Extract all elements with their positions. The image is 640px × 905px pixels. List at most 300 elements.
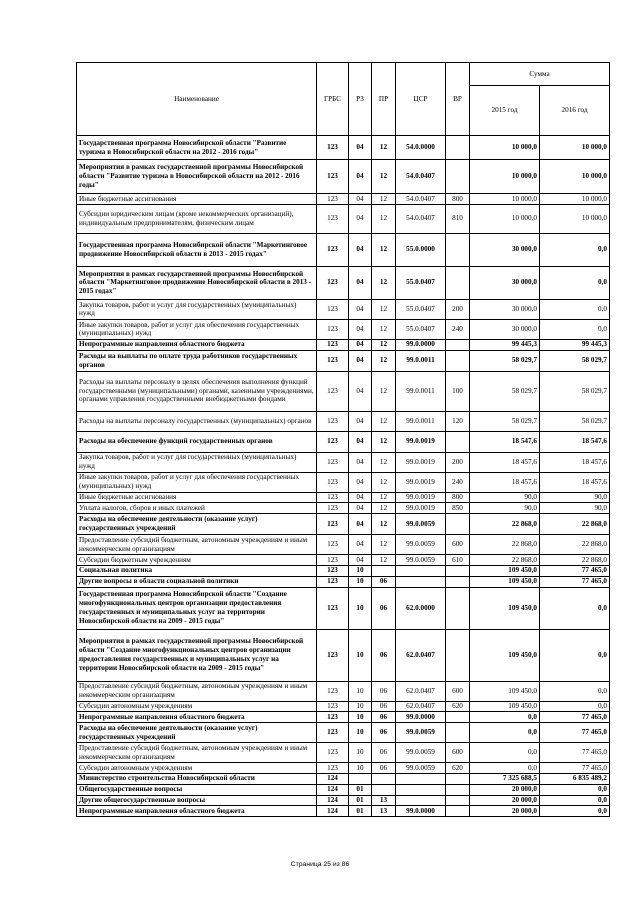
row-sum-2016: 10 000,0 <box>540 160 610 194</box>
row-vr: 240 <box>446 319 470 339</box>
row-csr: 99.0.0019 <box>396 472 446 492</box>
row-name: Расходы на выплаты персоналу в целях обеспечения выполнения функций государственными (муниципальными) органами, казенными учреждениями, органами управления государственными внебюджетными фондами <box>77 371 317 411</box>
row-csr <box>396 773 446 784</box>
table-row <box>77 576 610 587</box>
table-row <box>77 535 610 555</box>
row-rz: 01 <box>349 795 372 806</box>
row-name: Предоставление субсидий бюджетным, автономным учреждениям и иным некоммерческим организациям <box>77 743 317 763</box>
row-name: Мероприятия в рамках государственной программы Новосибирской области "Маркетинговое продвижение Новосибирской области в 2013 - 2015 годах" <box>77 266 317 299</box>
row-sum-2016: 18 457,6 <box>540 472 610 492</box>
row-rz: 04 <box>349 535 372 555</box>
row-vr <box>446 773 470 784</box>
row-pr: 12 <box>372 339 396 350</box>
row-csr: 62.0.0407 <box>396 701 446 712</box>
row-csr: 99.0.0019 <box>396 492 446 503</box>
row-csr: 99.0.0019 <box>396 503 446 514</box>
row-sum-2015: 109 450,0 <box>470 681 540 701</box>
header-rz: РЗ <box>349 63 372 136</box>
row-rz: 10 <box>349 723 372 743</box>
row-grbs: 123 <box>317 339 349 350</box>
row-pr: 12 <box>372 452 396 472</box>
row-csr <box>396 784 446 795</box>
row-sum-2016: 90,0 <box>540 503 610 514</box>
row-rz: 10 <box>349 565 372 576</box>
row-pr <box>372 784 396 795</box>
row-sum-2016: 0,0 <box>540 784 610 795</box>
row-csr: 99.0.0059 <box>396 535 446 555</box>
row-csr: 62.0.0000 <box>396 587 446 629</box>
row-pr: 12 <box>372 503 396 514</box>
row-rz: 10 <box>349 712 372 723</box>
row-sum-2015: 109 450,0 <box>470 576 540 587</box>
row-grbs: 123 <box>317 681 349 701</box>
row-rz: 04 <box>349 299 372 319</box>
row-grbs: 123 <box>317 723 349 743</box>
row-name: Другие вопросы в области социальной политики <box>77 576 317 587</box>
row-grbs: 123 <box>317 492 349 503</box>
table-row <box>77 701 610 712</box>
row-sum-2015: 30 000,0 <box>470 319 540 339</box>
row-vr: 200 <box>446 452 470 472</box>
table-row <box>77 319 610 339</box>
table-row <box>77 503 610 514</box>
row-rz: 04 <box>349 472 372 492</box>
row-name: Расходы на выплаты по оплате труда работников государственных органов <box>77 350 317 371</box>
row-sum-2016: 90,0 <box>540 492 610 503</box>
row-sum-2015: 30 000,0 <box>470 266 540 299</box>
row-sum-2015: 18 457,6 <box>470 472 540 492</box>
row-sum-2016: 0,0 <box>540 681 610 701</box>
row-grbs: 123 <box>317 535 349 555</box>
row-sum-2015: 18 547,6 <box>470 431 540 452</box>
table-row <box>77 565 610 576</box>
row-sum-2015: 22 868,0 <box>470 535 540 555</box>
row-rz: 10 <box>349 743 372 763</box>
row-pr: 12 <box>372 233 396 266</box>
row-grbs: 123 <box>317 452 349 472</box>
row-csr: 55.0.0000 <box>396 233 446 266</box>
row-sum-2016: 10 000,0 <box>540 194 610 205</box>
row-grbs: 123 <box>317 204 349 233</box>
row-csr: 99.0.0019 <box>396 431 446 452</box>
row-vr <box>446 136 470 160</box>
row-rz: 04 <box>349 204 372 233</box>
row-grbs: 123 <box>317 194 349 205</box>
row-name: Субсидии автономным учреждениям <box>77 763 317 774</box>
table-row <box>77 452 610 472</box>
row-rz: 10 <box>349 681 372 701</box>
row-sum-2016: 6 835 489,2 <box>540 773 610 784</box>
row-pr: 12 <box>372 514 396 535</box>
row-sum-2015: 0,0 <box>470 723 540 743</box>
row-rz <box>349 773 372 784</box>
row-sum-2015: 10 000,0 <box>470 136 540 160</box>
row-vr <box>446 431 470 452</box>
row-name: Государственная программа Новосибирской области "Маркетинговое продвижение Новосибирской области в 2013 - 2015 годах" <box>77 233 317 266</box>
row-sum-2016: 0,0 <box>540 319 610 339</box>
table-row <box>77 681 610 701</box>
row-vr: 600 <box>446 681 470 701</box>
row-name: Общегосударственные вопросы <box>77 784 317 795</box>
row-sum-2016: 58 029,7 <box>540 350 610 371</box>
row-vr: 200 <box>446 299 470 319</box>
row-name: Предоставление субсидий бюджетным, автономным учреждениям и иным некоммерческим организациям <box>77 681 317 701</box>
row-sum-2016: 0,0 <box>540 299 610 319</box>
row-name: Непрограммные направления областного бюджета <box>77 712 317 723</box>
table-row <box>77 431 610 452</box>
row-grbs: 123 <box>317 350 349 371</box>
row-pr: 12 <box>372 299 396 319</box>
row-csr: 99.0.0000 <box>396 339 446 350</box>
row-sum-2016: 0,0 <box>540 806 610 817</box>
row-pr: 06 <box>372 712 396 723</box>
row-csr: 99.0.0059 <box>396 763 446 774</box>
row-pr: 06 <box>372 681 396 701</box>
table-row <box>77 339 610 350</box>
row-grbs: 124 <box>317 806 349 817</box>
row-pr: 12 <box>372 472 396 492</box>
row-grbs: 123 <box>317 233 349 266</box>
row-sum-2015: 7 325 688,5 <box>470 773 540 784</box>
row-name: Расходы на обеспечение функций государственных органов <box>77 431 317 452</box>
row-grbs: 123 <box>317 472 349 492</box>
row-name: Государственная программа Новосибирской области "Создание многофункциональных центров организации предоставления государственных и муниципальных услуг на территории Новосибирской области на 2009 - 2015 годы" <box>77 587 317 629</box>
row-grbs: 124 <box>317 773 349 784</box>
table-row <box>77 712 610 723</box>
row-csr: 99.0.0059 <box>396 743 446 763</box>
row-sum-2015: 20 000,0 <box>470 806 540 817</box>
row-csr: 62.0.0407 <box>396 681 446 701</box>
row-rz: 04 <box>349 194 372 205</box>
row-pr: 12 <box>372 136 396 160</box>
row-vr: 620 <box>446 701 470 712</box>
row-vr: 810 <box>446 204 470 233</box>
row-name: Расходы на выплаты персоналу государственных (муниципальных) органов <box>77 411 317 431</box>
row-vr <box>446 350 470 371</box>
table-row <box>77 233 610 266</box>
row-pr: 12 <box>372 160 396 194</box>
row-vr: 240 <box>446 472 470 492</box>
row-pr: 12 <box>372 194 396 205</box>
row-rz: 04 <box>349 319 372 339</box>
table-row <box>77 555 610 566</box>
row-sum-2016: 18 457,6 <box>540 452 610 472</box>
row-grbs: 123 <box>317 629 349 681</box>
row-name: Закупка товаров, работ и услуг для государственных (муниципальных) нужд <box>77 452 317 472</box>
row-pr: 12 <box>372 204 396 233</box>
table-row <box>77 587 610 629</box>
table-row <box>77 299 610 319</box>
row-sum-2016: 77 465,0 <box>540 723 610 743</box>
row-vr: 620 <box>446 763 470 774</box>
row-rz: 04 <box>349 266 372 299</box>
table-row <box>77 763 610 774</box>
row-vr <box>446 784 470 795</box>
row-sum-2016: 77 465,0 <box>540 743 610 763</box>
row-pr <box>372 773 396 784</box>
table-row <box>77 350 610 371</box>
row-rz: 04 <box>349 411 372 431</box>
row-vr: 800 <box>446 492 470 503</box>
row-sum-2016: 99 445,3 <box>540 339 610 350</box>
row-grbs: 123 <box>317 371 349 411</box>
row-csr <box>396 565 446 576</box>
row-sum-2016: 77 465,0 <box>540 565 610 576</box>
row-name: Субсидии юридическим лицам (кроме некоммерческих организаций), индивидуальным предпринимателям, физическим лицам <box>77 204 317 233</box>
header-year-2016: 2016 год <box>540 86 610 136</box>
row-csr <box>396 795 446 806</box>
row-sum-2016: 58 029,7 <box>540 411 610 431</box>
table-row <box>77 136 610 160</box>
row-csr: 54.0.0407 <box>396 194 446 205</box>
row-rz: 04 <box>349 371 372 411</box>
row-name: Субсидии бюджетным учреждениям <box>77 555 317 566</box>
row-pr <box>372 565 396 576</box>
row-rz: 04 <box>349 233 372 266</box>
row-grbs: 123 <box>317 319 349 339</box>
header-grbs: ГРБС <box>317 63 349 136</box>
row-grbs: 123 <box>317 555 349 566</box>
row-csr: 54.0.0407 <box>396 204 446 233</box>
row-csr: 99.0.0011 <box>396 411 446 431</box>
row-rz: 04 <box>349 555 372 566</box>
table-row <box>77 194 610 205</box>
row-grbs: 123 <box>317 160 349 194</box>
row-grbs: 123 <box>317 712 349 723</box>
row-csr: 99.0.0059 <box>396 514 446 535</box>
row-pr: 12 <box>372 266 396 299</box>
row-name: Иные закупки товаров, работ и услуг для обеспечения государственных (муниципальных) нужд <box>77 472 317 492</box>
row-vr <box>446 160 470 194</box>
row-name: Непрограммные направления областного бюджета <box>77 806 317 817</box>
row-sum-2016: 0,0 <box>540 266 610 299</box>
row-csr: 55.0.0407 <box>396 266 446 299</box>
row-sum-2016: 0,0 <box>540 701 610 712</box>
row-rz: 10 <box>349 763 372 774</box>
row-grbs: 124 <box>317 784 349 795</box>
row-sum-2016: 0,0 <box>540 587 610 629</box>
row-rz: 04 <box>349 350 372 371</box>
row-pr: 12 <box>372 411 396 431</box>
row-sum-2015: 18 457,6 <box>470 452 540 472</box>
row-sum-2016: 18 547,6 <box>540 431 610 452</box>
row-name: Иные бюджетные ассигнования <box>77 194 317 205</box>
row-sum-2015: 10 000,0 <box>470 160 540 194</box>
row-pr: 06 <box>372 743 396 763</box>
row-sum-2015: 10 000,0 <box>470 194 540 205</box>
row-rz: 10 <box>349 587 372 629</box>
budget-table <box>76 62 610 817</box>
row-csr: 99.0.0011 <box>396 371 446 411</box>
row-grbs: 123 <box>317 503 349 514</box>
row-grbs: 123 <box>317 514 349 535</box>
row-rz: 10 <box>349 576 372 587</box>
table-row <box>77 629 610 681</box>
row-name: Уплата налогов, сборов и иных платежей <box>77 503 317 514</box>
row-vr: 600 <box>446 535 470 555</box>
row-sum-2015: 0,0 <box>470 743 540 763</box>
row-grbs: 123 <box>317 587 349 629</box>
row-csr: 54.0.0000 <box>396 136 446 160</box>
row-csr: 99.0.0000 <box>396 712 446 723</box>
row-csr: 99.0.0059 <box>396 555 446 566</box>
row-rz: 10 <box>349 629 372 681</box>
table-row <box>77 411 610 431</box>
row-pr: 12 <box>372 431 396 452</box>
row-sum-2016: 0,0 <box>540 233 610 266</box>
row-pr: 12 <box>372 492 396 503</box>
header-csr: ЦСР <box>396 63 446 136</box>
row-csr: 62.0.0407 <box>396 629 446 681</box>
row-vr: 100 <box>446 371 470 411</box>
row-rz: 04 <box>349 339 372 350</box>
row-grbs: 123 <box>317 136 349 160</box>
row-grbs: 123 <box>317 411 349 431</box>
row-sum-2016: 22 868,0 <box>540 514 610 535</box>
row-rz: 01 <box>349 784 372 795</box>
table-row <box>77 371 610 411</box>
row-sum-2015: 90,0 <box>470 492 540 503</box>
row-grbs: 123 <box>317 431 349 452</box>
row-sum-2015: 0,0 <box>470 763 540 774</box>
row-sum-2015: 30 000,0 <box>470 299 540 319</box>
row-pr: 12 <box>372 350 396 371</box>
row-vr <box>446 514 470 535</box>
row-csr: 54.0.0407 <box>396 160 446 194</box>
row-pr: 06 <box>372 629 396 681</box>
row-sum-2015: 90,0 <box>470 503 540 514</box>
row-vr <box>446 576 470 587</box>
row-rz: 04 <box>349 503 372 514</box>
row-vr: 800 <box>446 194 470 205</box>
row-sum-2015: 109 450,0 <box>470 701 540 712</box>
row-rz: 10 <box>349 701 372 712</box>
row-vr <box>446 266 470 299</box>
row-csr: 55.0.0407 <box>396 319 446 339</box>
table-row <box>77 514 610 535</box>
row-csr: 99.0.0059 <box>396 723 446 743</box>
row-sum-2015: 22 868,0 <box>470 555 540 566</box>
row-csr: 99.0.0000 <box>396 806 446 817</box>
row-pr: 12 <box>372 319 396 339</box>
row-pr: 06 <box>372 701 396 712</box>
row-rz: 04 <box>349 431 372 452</box>
table-row <box>77 723 610 743</box>
row-name: Иные бюджетные ассигнования <box>77 492 317 503</box>
table-row <box>77 773 610 784</box>
row-pr: 06 <box>372 587 396 629</box>
row-sum-2015: 58 029,7 <box>470 411 540 431</box>
table-row <box>77 204 610 233</box>
row-rz: 04 <box>349 514 372 535</box>
row-grbs: 123 <box>317 743 349 763</box>
row-rz: 04 <box>349 492 372 503</box>
row-rz: 01 <box>349 806 372 817</box>
row-vr: 600 <box>446 743 470 763</box>
row-sum-2016: 0,0 <box>540 629 610 681</box>
row-name: Закупка товаров, работ и услуг для государственных (муниципальных) нужд <box>77 299 317 319</box>
row-csr <box>396 576 446 587</box>
row-pr: 12 <box>372 535 396 555</box>
row-sum-2016: 22 868,0 <box>540 555 610 566</box>
row-vr <box>446 587 470 629</box>
row-grbs: 123 <box>317 576 349 587</box>
row-vr <box>446 233 470 266</box>
row-vr <box>446 806 470 817</box>
row-pr: 12 <box>372 371 396 411</box>
row-csr: 99.0.0011 <box>396 350 446 371</box>
row-name: Государственная программа Новосибирской области "Развитие туризма в Новосибирской области на 2012 - 2016 годы" <box>77 136 317 160</box>
row-vr <box>446 795 470 806</box>
table-row <box>77 806 610 817</box>
row-vr <box>446 339 470 350</box>
row-sum-2015: 109 450,0 <box>470 565 540 576</box>
row-grbs: 123 <box>317 299 349 319</box>
row-vr <box>446 712 470 723</box>
row-name: Предоставление субсидий бюджетным, автономным учреждениям и иным некоммерческим организациям <box>77 535 317 555</box>
header-year-2015: 2015 год <box>470 86 540 136</box>
header-vr: ВР <box>446 63 470 136</box>
row-grbs: 123 <box>317 701 349 712</box>
row-vr <box>446 723 470 743</box>
table-row <box>77 492 610 503</box>
row-pr: 06 <box>372 576 396 587</box>
header-pr: ПР <box>372 63 396 136</box>
row-sum-2015: 20 000,0 <box>470 784 540 795</box>
row-name: Субсидии автономным учреждениям <box>77 701 317 712</box>
row-vr <box>446 565 470 576</box>
row-grbs: 124 <box>317 795 349 806</box>
row-pr: 13 <box>372 806 396 817</box>
row-csr: 55.0.0407 <box>396 299 446 319</box>
row-grbs: 123 <box>317 266 349 299</box>
table-row <box>77 160 610 194</box>
row-pr: 06 <box>372 723 396 743</box>
row-vr: 610 <box>446 555 470 566</box>
row-name: Другие общегосударственные вопросы <box>77 795 317 806</box>
row-sum-2016: 58 029,7 <box>540 371 610 411</box>
table-body <box>77 136 610 817</box>
row-name: Социальная политика <box>77 565 317 576</box>
row-sum-2015: 30 000,0 <box>470 233 540 266</box>
row-sum-2015: 22 868,0 <box>470 514 540 535</box>
row-name: Мероприятия в рамках государственной программы Новосибирской области "Создание многофункциональных центров организации предоставления государственных и муниципальных услуг на территории Новосибирской области на 2009 - 2015 годы" <box>77 629 317 681</box>
row-name: Министерство строительства Новосибирской области <box>77 773 317 784</box>
row-name: Расходы на обеспечение деятельности (оказание услуг) государственных учреждений <box>77 723 317 743</box>
row-grbs: 123 <box>317 763 349 774</box>
row-sum-2016: 77 465,0 <box>540 576 610 587</box>
row-name: Иные закупки товаров, работ и услуг для обеспечения государственных (муниципальных) нужд <box>77 319 317 339</box>
row-pr: 13 <box>372 795 396 806</box>
table-row <box>77 266 610 299</box>
table-row <box>77 784 610 795</box>
row-sum-2015: 58 029,7 <box>470 350 540 371</box>
row-name: Непрограммные направления областного бюджета <box>77 339 317 350</box>
row-sum-2015: 20 000,0 <box>470 795 540 806</box>
row-sum-2015: 10 000,0 <box>470 204 540 233</box>
row-sum-2016: 77 465,0 <box>540 712 610 723</box>
row-csr: 99.0.0019 <box>396 452 446 472</box>
row-sum-2015: 58 029,7 <box>470 371 540 411</box>
row-sum-2016: 10 000,0 <box>540 136 610 160</box>
row-vr: 850 <box>446 503 470 514</box>
row-sum-2015: 0,0 <box>470 712 540 723</box>
row-name: Мероприятия в рамках государственной программы Новосибирской области "Развитие туризма в Новосибирской области на 2012 - 2016 годы" <box>77 160 317 194</box>
header-name: Наименование <box>77 63 317 136</box>
row-vr: 120 <box>446 411 470 431</box>
row-sum-2015: 99 445,3 <box>470 339 540 350</box>
table-row <box>77 795 610 806</box>
